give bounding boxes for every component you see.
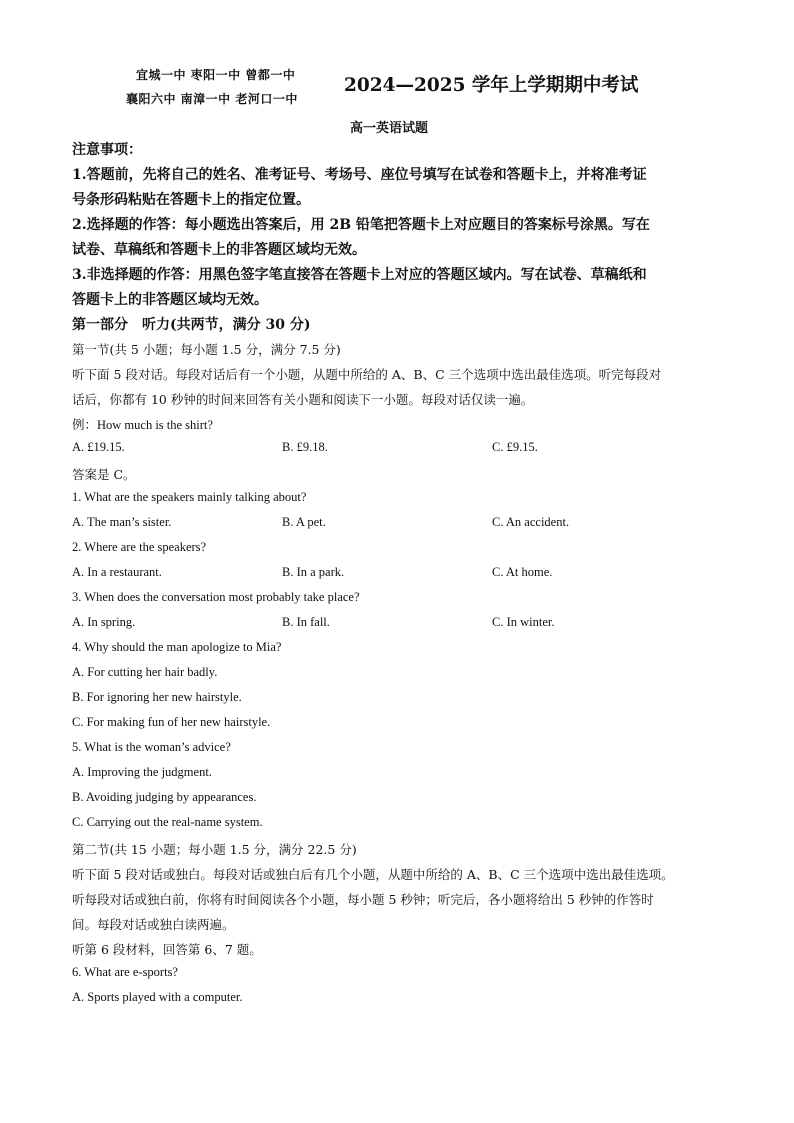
example-option-c: C. £9.15. [492,440,538,454]
notice-item-3-line-1: 3.非选择题的作答：用黑色签字笔直接答在答题卡上对应的答题区域内。写在试卷、草稿纸和 [72,267,647,283]
question-5-option-a: A. Improving the judgment. [72,765,212,779]
section1-instr-line-1: 听下面 5 段对话。每段对话后有一个小题，从题中所给的 A、B、C 三个选项中选出最佳选项。听完每段对 [72,367,662,382]
section1-heading: 第一节(共 5 小题；每小题 1.5 分，满分 7.5 分) [72,342,341,357]
question-4: 4. Why should the man apologize to Mia? [72,640,282,654]
example-answer: 答案是 C。 [72,467,136,482]
question-6: 6. What are e-sports? [72,965,178,979]
question-4-option-a: A. For cutting her hair badly. [72,665,218,679]
question-6-option-a: A. Sports played with a computer. [72,990,243,1004]
question-4-option-b: B. For ignoring her new hairstyle. [72,690,242,704]
notice-item-2-line-1: 2.选择题的作答：每小题选出答案后，用 2B 铅笔把答题卡上对应题目的答案标号涂黑。写在 [72,217,650,233]
schools-line-2: 襄阳六中 南漳一中 老河口一中 [126,92,298,106]
section2-instr-line-3: 间。每段对话或独白读两遍。 [72,917,235,932]
material-6-heading: 听第 6 段材料，回答第 6、7 题。 [72,942,262,957]
question-2-option-c: C. At home. [492,565,553,579]
question-2-option-b: B. In a park. [282,565,345,579]
example-option-a: A. £19.15. [72,440,125,454]
question-2-option-a: A. In a restaurant. [72,565,162,579]
question-3: 3. When does the conversation most probably take place? [72,590,360,604]
section2-instr-line-1: 听下面 5 段对话或独白。每段对话或独白后有几个小题，从题中所给的 A、B、C 三个选项中选出最佳选项。 [72,867,674,882]
notice-item-1-line-1: 1.答题前，先将自己的姓名、准考证号、考场号、座位号填写在试卷和答题卡上，并将准考证 [72,167,647,183]
section2-heading: 第二节(共 15 小题；每小题 1.5 分，满分 22.5 分) [72,842,357,857]
question-2: 2. Where are the speakers? [72,540,207,554]
section2-instr-line-2: 听每段对话或独白前，你将有时间阅读各个小题，每小题 5 秒钟；听完后，各小题将给出 5 秒钟的作答时 [72,892,654,907]
question-1-option-c: C. An accident. [492,515,570,529]
notice-heading: 注意事项： [72,142,142,158]
notice-item-1-line-2: 号条形码粘贴在答题卡上的指定位置。 [72,192,310,208]
question-3-option-a: A. In spring. [72,615,136,629]
section1-instr-line-2: 话后，你都有 10 秒钟的时间来回答有关小题和阅读下一小题。每段对话仅读一遍。 [72,392,534,407]
exam-subtitle: 高一英语试题 [350,121,429,136]
schools-line-1: 宜城一中 枣阳一中 曾都一中 [136,68,296,82]
example-question: 例：How much is the shirt? [72,418,213,432]
example-option-b: B. £9.18. [282,440,328,454]
exam-title: 2024—2025 学年上学期期中考试 [344,75,639,96]
question-5-option-c: C. Carrying out the real-name system. [72,815,263,829]
question-3-option-c: C. In winter. [492,615,555,629]
question-1: 1. What are the speakers mainly talking about? [72,490,307,504]
notice-item-2-line-2: 试卷、草稿纸和答题卡上的非答题区域均无效。 [72,242,366,258]
notice-item-3-line-2: 答题卡上的非答题区域均无效。 [72,292,268,308]
question-4-option-c: C. For making fun of her new hairstyle. [72,715,271,729]
question-5-option-b: B. Avoiding judging by appearances. [72,790,257,804]
question-1-option-b: B. A pet. [282,515,326,529]
part1-heading: 第一部分 听力(共两节，满分 30 分) [72,317,311,333]
question-3-option-b: B. In fall. [282,615,330,629]
question-5: 5. What is the woman’s advice? [72,740,231,754]
question-1-option-a: A. The man’s sister. [72,515,172,529]
